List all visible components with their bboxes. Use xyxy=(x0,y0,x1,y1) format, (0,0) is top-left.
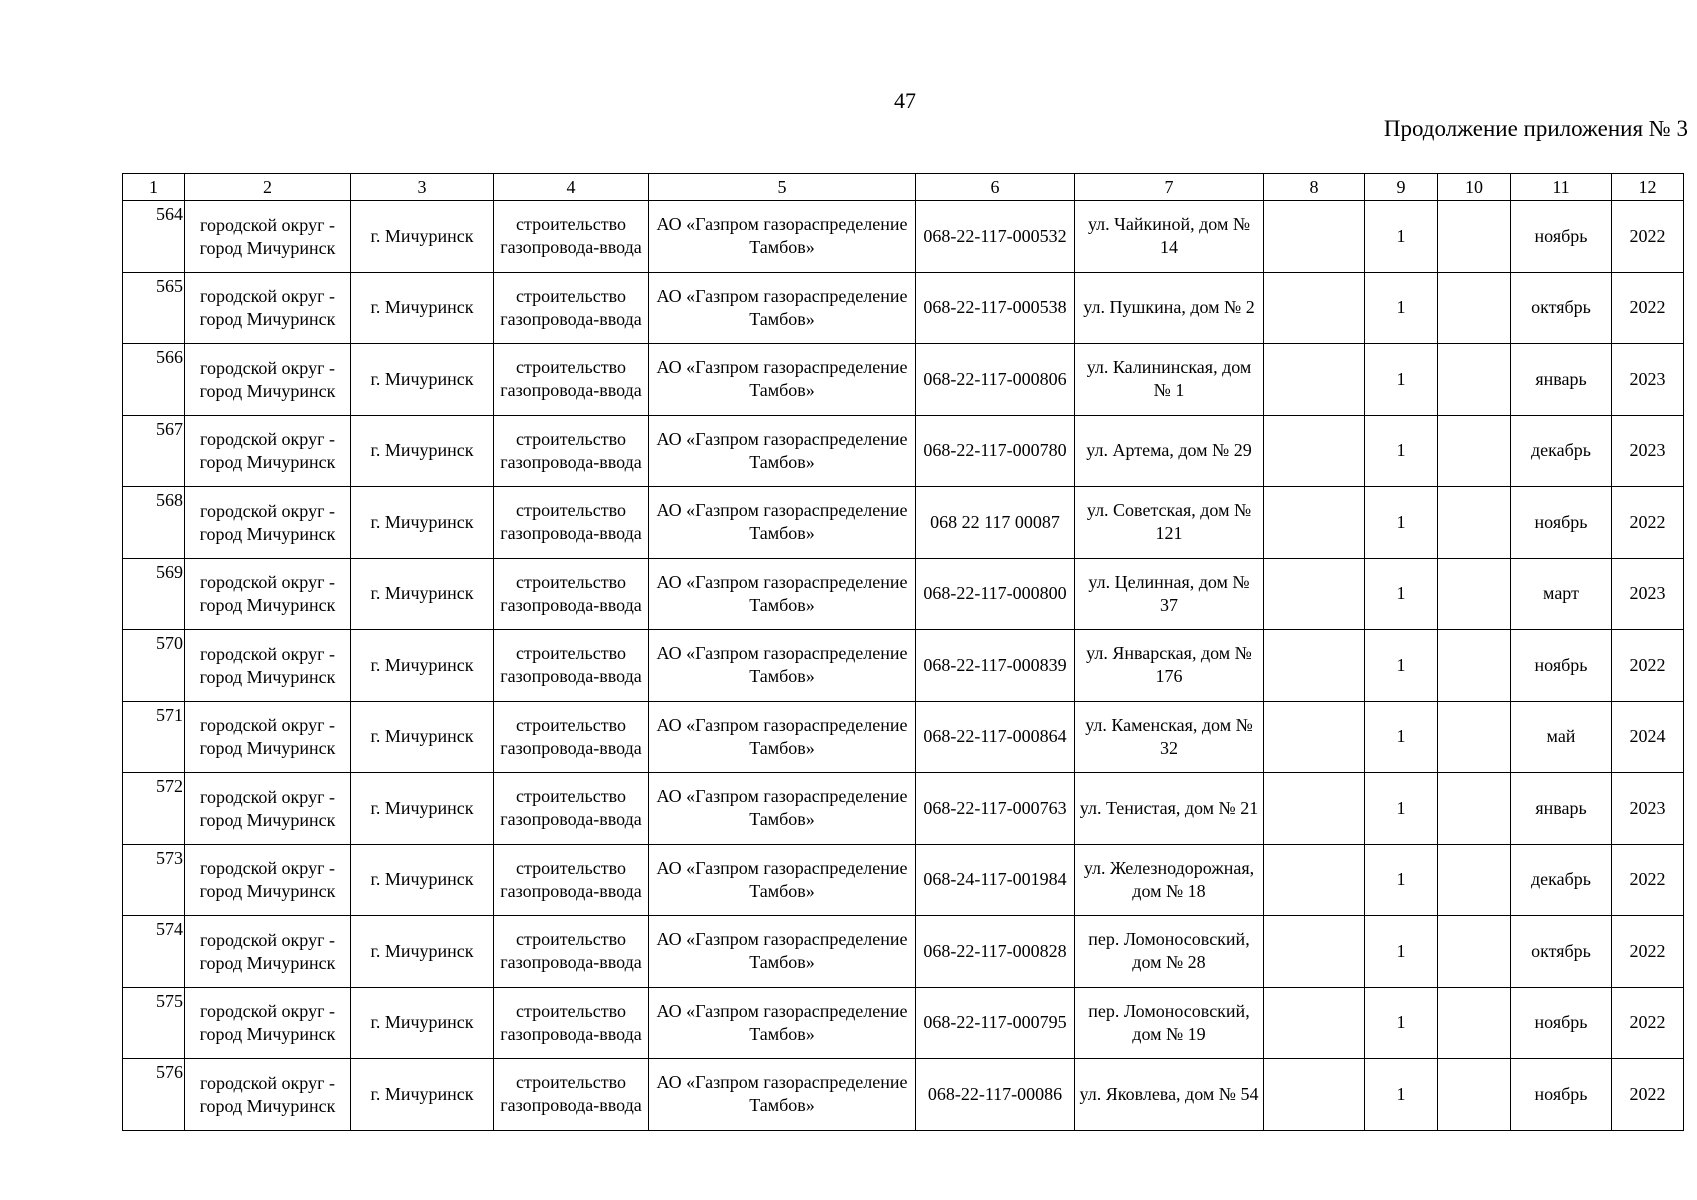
work-type-cell: строительство газопровода-ввода xyxy=(494,773,649,845)
organization-cell: АО «Газпром газораспределение Тамбов» xyxy=(649,344,916,416)
quantity-cell: 1 xyxy=(1365,487,1438,559)
object-code-cell: 068-22-117-000864 xyxy=(916,701,1075,773)
locality-cell: г. Мичуринск xyxy=(351,1059,494,1131)
locality-cell: г. Мичуринск xyxy=(351,987,494,1059)
object-code-cell: 068-22-117-000800 xyxy=(916,558,1075,630)
table-row xyxy=(123,844,1684,916)
organization-cell: АО «Газпром газораспределение Тамбов» xyxy=(649,773,916,845)
column-header: 8 xyxy=(1264,174,1365,201)
column-10-cell xyxy=(1438,987,1511,1059)
month-cell: ноябрь xyxy=(1511,630,1612,702)
district-cell: городской округ - город Мичуринск xyxy=(185,558,351,630)
work-type-cell: строительство газопровода-ввода xyxy=(494,201,649,273)
column-8-cell xyxy=(1264,487,1365,559)
object-code-cell: 068-24-117-001984 xyxy=(916,844,1075,916)
work-type-cell: строительство газопровода-ввода xyxy=(494,1059,649,1131)
column-8-cell xyxy=(1264,987,1365,1059)
table-row xyxy=(123,487,1684,559)
organization-cell: АО «Газпром газораспределение Тамбов» xyxy=(649,916,916,988)
row-number: 575 xyxy=(123,987,185,1059)
column-8-cell xyxy=(1264,558,1365,630)
year-cell: 2023 xyxy=(1612,344,1684,416)
district-cell: городской округ - город Мичуринск xyxy=(185,344,351,416)
district-cell: городской округ - город Мичуринск xyxy=(185,272,351,344)
locality-cell: г. Мичуринск xyxy=(351,773,494,845)
district-cell: городской округ - город Мичуринск xyxy=(185,630,351,702)
quantity-cell: 1 xyxy=(1365,916,1438,988)
year-cell: 2022 xyxy=(1612,844,1684,916)
column-8-cell xyxy=(1264,272,1365,344)
locality-cell: г. Мичуринск xyxy=(351,487,494,559)
column-10-cell xyxy=(1438,844,1511,916)
month-cell: март xyxy=(1511,558,1612,630)
column-header: 9 xyxy=(1365,174,1438,201)
organization-cell: АО «Газпром газораспределение Тамбов» xyxy=(649,201,916,273)
object-code-cell: 068-22-117-000795 xyxy=(916,987,1075,1059)
table-row xyxy=(123,773,1684,845)
column-header: 10 xyxy=(1438,174,1511,201)
address-cell: ул. Калининская, дом № 1 xyxy=(1075,344,1264,416)
locality-cell: г. Мичуринск xyxy=(351,558,494,630)
column-header: 7 xyxy=(1075,174,1264,201)
quantity-cell: 1 xyxy=(1365,701,1438,773)
column-header: 2 xyxy=(185,174,351,201)
object-code-cell: 068-22-117-00086 xyxy=(916,1059,1075,1131)
object-code-cell: 068-22-117-000532 xyxy=(916,201,1075,273)
address-cell: ул. Артема, дом № 29 xyxy=(1075,415,1264,487)
table-row xyxy=(123,1059,1684,1131)
column-8-cell xyxy=(1264,201,1365,273)
locality-cell: г. Мичуринск xyxy=(351,201,494,273)
column-8-cell xyxy=(1264,415,1365,487)
locality-cell: г. Мичуринск xyxy=(351,344,494,416)
data-table xyxy=(122,173,1684,1131)
work-type-cell: строительство газопровода-ввода xyxy=(494,916,649,988)
address-cell: ул. Каменская, дом № 32 xyxy=(1075,701,1264,773)
table-row xyxy=(123,272,1684,344)
row-number: 566 xyxy=(123,344,185,416)
district-cell: городской округ - город Мичуринск xyxy=(185,201,351,273)
district-cell: городской округ - город Мичуринск xyxy=(185,916,351,988)
district-cell: городской округ - город Мичуринск xyxy=(185,773,351,845)
object-code-cell: 068-22-117-000806 xyxy=(916,344,1075,416)
year-cell: 2022 xyxy=(1612,487,1684,559)
column-10-cell xyxy=(1438,701,1511,773)
column-8-cell xyxy=(1264,1059,1365,1131)
organization-cell: АО «Газпром газораспределение Тамбов» xyxy=(649,987,916,1059)
work-type-cell: строительство газопровода-ввода xyxy=(494,558,649,630)
table-row xyxy=(123,916,1684,988)
quantity-cell: 1 xyxy=(1365,415,1438,487)
year-cell: 2022 xyxy=(1612,916,1684,988)
column-8-cell xyxy=(1264,344,1365,416)
quantity-cell: 1 xyxy=(1365,987,1438,1059)
month-cell: май xyxy=(1511,701,1612,773)
column-8-cell xyxy=(1264,630,1365,702)
column-8-cell xyxy=(1264,916,1365,988)
quantity-cell: 1 xyxy=(1365,201,1438,273)
organization-cell: АО «Газпром газораспределение Тамбов» xyxy=(649,844,916,916)
month-cell: октябрь xyxy=(1511,916,1612,988)
year-cell: 2023 xyxy=(1612,415,1684,487)
column-header: 4 xyxy=(494,174,649,201)
locality-cell: г. Мичуринск xyxy=(351,844,494,916)
table-row xyxy=(123,344,1684,416)
address-cell: ул. Чайкиной, дом № 14 xyxy=(1075,201,1264,273)
district-cell: городской округ - город Мичуринск xyxy=(185,487,351,559)
locality-cell: г. Мичуринск xyxy=(351,701,494,773)
address-cell: ул. Целинная, дом № 37 xyxy=(1075,558,1264,630)
organization-cell: АО «Газпром газораспределение Тамбов» xyxy=(649,558,916,630)
address-cell: пер. Ломоносовский, дом № 19 xyxy=(1075,987,1264,1059)
month-cell: ноябрь xyxy=(1511,201,1612,273)
work-type-cell: строительство газопровода-ввода xyxy=(494,344,649,416)
district-cell: городской округ - город Мичуринск xyxy=(185,701,351,773)
year-cell: 2023 xyxy=(1612,558,1684,630)
column-10-cell xyxy=(1438,487,1511,559)
quantity-cell: 1 xyxy=(1365,773,1438,845)
month-cell: январь xyxy=(1511,344,1612,416)
organization-cell: АО «Газпром газораспределение Тамбов» xyxy=(649,487,916,559)
locality-cell: г. Мичуринск xyxy=(351,630,494,702)
column-header: 12 xyxy=(1612,174,1684,201)
month-cell: ноябрь xyxy=(1511,987,1612,1059)
month-cell: январь xyxy=(1511,773,1612,845)
row-number: 576 xyxy=(123,1059,185,1131)
column-header: 1 xyxy=(123,174,185,201)
column-10-cell xyxy=(1438,630,1511,702)
address-cell: ул. Пушкина, дом № 2 xyxy=(1075,272,1264,344)
work-type-cell: строительство газопровода-ввода xyxy=(494,630,649,702)
column-header: 11 xyxy=(1511,174,1612,201)
address-cell: пер. Ломоносовский, дом № 28 xyxy=(1075,916,1264,988)
quantity-cell: 1 xyxy=(1365,844,1438,916)
address-cell: ул. Тенистая, дом № 21 xyxy=(1075,773,1264,845)
year-cell: 2024 xyxy=(1612,701,1684,773)
work-type-cell: строительство газопровода-ввода xyxy=(494,272,649,344)
district-cell: городской округ - город Мичуринск xyxy=(185,844,351,916)
table-row xyxy=(123,701,1684,773)
row-number: 569 xyxy=(123,558,185,630)
quantity-cell: 1 xyxy=(1365,272,1438,344)
object-code-cell: 068-22-117-000839 xyxy=(916,630,1075,702)
organization-cell: АО «Газпром газораспределение Тамбов» xyxy=(649,272,916,344)
row-number: 573 xyxy=(123,844,185,916)
table-row xyxy=(123,987,1684,1059)
column-10-cell xyxy=(1438,558,1511,630)
column-10-cell xyxy=(1438,272,1511,344)
address-cell: ул. Январская, дом № 176 xyxy=(1075,630,1264,702)
row-number: 567 xyxy=(123,415,185,487)
address-cell: ул. Яковлева, дом № 54 xyxy=(1075,1059,1264,1131)
district-cell: городской округ - город Мичуринск xyxy=(185,1059,351,1131)
column-10-cell xyxy=(1438,201,1511,273)
object-code-cell: 068-22-117-000763 xyxy=(916,773,1075,845)
organization-cell: АО «Газпром газораспределение Тамбов» xyxy=(649,1059,916,1131)
column-8-cell xyxy=(1264,844,1365,916)
locality-cell: г. Мичуринск xyxy=(351,916,494,988)
object-code-cell: 068-22-117-000538 xyxy=(916,272,1075,344)
quantity-cell: 1 xyxy=(1365,344,1438,416)
appendix-caption: Продолжение приложения № 3 xyxy=(1383,116,1688,141)
row-number: 574 xyxy=(123,916,185,988)
quantity-cell: 1 xyxy=(1365,630,1438,702)
page-number: 47 xyxy=(894,88,916,113)
table-row xyxy=(123,558,1684,630)
column-10-cell xyxy=(1438,1059,1511,1131)
column-10-cell xyxy=(1438,415,1511,487)
table-row xyxy=(123,630,1684,702)
month-cell: декабрь xyxy=(1511,415,1612,487)
month-cell: декабрь xyxy=(1511,844,1612,916)
year-cell: 2023 xyxy=(1612,773,1684,845)
header-row xyxy=(123,174,1684,201)
month-cell: ноябрь xyxy=(1511,487,1612,559)
organization-cell: АО «Газпром газораспределение Тамбов» xyxy=(649,701,916,773)
year-cell: 2022 xyxy=(1612,987,1684,1059)
row-number: 568 xyxy=(123,487,185,559)
row-number: 572 xyxy=(123,773,185,845)
year-cell: 2022 xyxy=(1612,630,1684,702)
row-number: 570 xyxy=(123,630,185,702)
locality-cell: г. Мичуринск xyxy=(351,272,494,344)
work-type-cell: строительство газопровода-ввода xyxy=(494,701,649,773)
row-number: 571 xyxy=(123,701,185,773)
work-type-cell: строительство газопровода-ввода xyxy=(494,987,649,1059)
district-cell: городской округ - город Мичуринск xyxy=(185,415,351,487)
district-cell: городской округ - город Мичуринск xyxy=(185,987,351,1059)
year-cell: 2022 xyxy=(1612,201,1684,273)
address-cell: ул. Советская, дом № 121 xyxy=(1075,487,1264,559)
object-code-cell: 068-22-117-000828 xyxy=(916,916,1075,988)
quantity-cell: 1 xyxy=(1365,558,1438,630)
month-cell: октябрь xyxy=(1511,272,1612,344)
table-row xyxy=(123,415,1684,487)
column-header: 5 xyxy=(649,174,916,201)
row-number: 564 xyxy=(123,201,185,273)
work-type-cell: строительство газопровода-ввода xyxy=(494,844,649,916)
object-code-cell: 068 22 117 00087 xyxy=(916,487,1075,559)
column-header: 3 xyxy=(351,174,494,201)
table-row xyxy=(123,201,1684,273)
column-10-cell xyxy=(1438,344,1511,416)
row-number: 565 xyxy=(123,272,185,344)
address-cell: ул. Железнодорожная, дом № 18 xyxy=(1075,844,1264,916)
table-body xyxy=(123,201,1684,1131)
column-8-cell xyxy=(1264,773,1365,845)
organization-cell: АО «Газпром газораспределение Тамбов» xyxy=(649,415,916,487)
column-10-cell xyxy=(1438,773,1511,845)
column-8-cell xyxy=(1264,701,1365,773)
object-code-cell: 068-22-117-000780 xyxy=(916,415,1075,487)
year-cell: 2022 xyxy=(1612,272,1684,344)
work-type-cell: строительство газопровода-ввода xyxy=(494,415,649,487)
year-cell: 2022 xyxy=(1612,1059,1684,1131)
month-cell: ноябрь xyxy=(1511,1059,1612,1131)
column-header: 6 xyxy=(916,174,1075,201)
work-type-cell: строительство газопровода-ввода xyxy=(494,487,649,559)
organization-cell: АО «Газпром газораспределение Тамбов» xyxy=(649,630,916,702)
quantity-cell: 1 xyxy=(1365,1059,1438,1131)
column-10-cell xyxy=(1438,916,1511,988)
locality-cell: г. Мичуринск xyxy=(351,415,494,487)
